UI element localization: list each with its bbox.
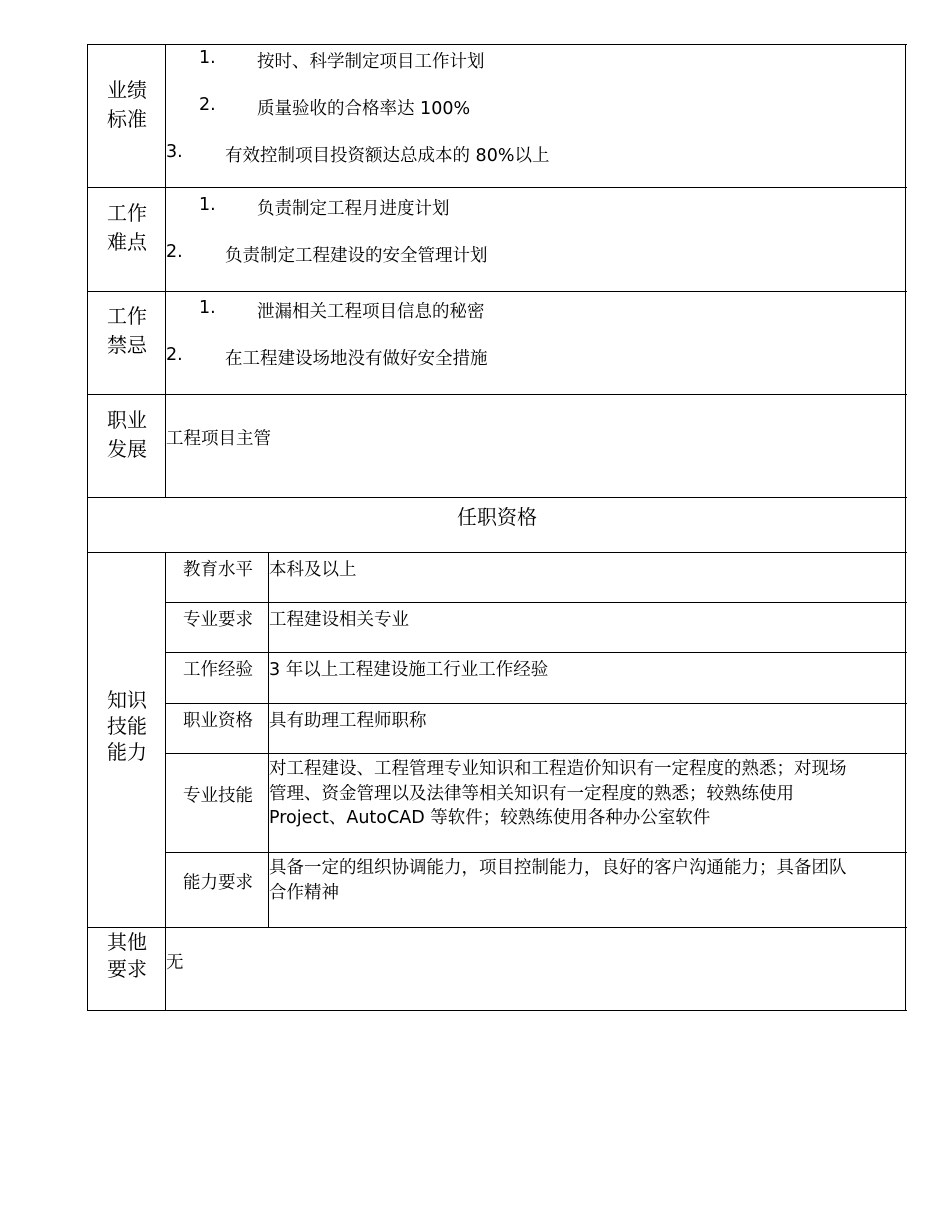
item-number: 2. (166, 345, 183, 365)
subtable-label: 专业技能 (183, 786, 253, 806)
list-item: 有效控制项目投资额达总成本的 80%以上 (225, 146, 550, 166)
table-top-border (87, 44, 907, 45)
list-item: 在工程建设场地没有做好安全措施 (225, 349, 488, 369)
row-divider (87, 291, 907, 292)
subtable-row-divider (165, 703, 907, 704)
item-number: 2. (166, 242, 183, 262)
list-item: 负责制定工程月进度计划 (257, 199, 450, 219)
career-path-text: 工程项目主管 (166, 429, 271, 449)
row-divider (87, 927, 907, 928)
value-line: 合作精神 (269, 882, 339, 903)
row-divider (87, 394, 907, 395)
subtable-value (269, 757, 899, 831)
row-divider (87, 497, 907, 498)
subtable-label: 工作经验 (183, 660, 253, 680)
subtable-value: 具有助理工程师职称 (269, 711, 427, 731)
row-divider (87, 552, 907, 553)
table-bottom-border (87, 1010, 907, 1011)
other-requirements-text: 无 (166, 953, 184, 973)
value-line: 对工程建设、工程管理专业知识和工程造价知识有一定程度的熟悉；对现场 (269, 759, 847, 779)
label-line: 能力 (107, 740, 147, 764)
item-number: 1. (199, 298, 216, 318)
subtable-label: 专业要求 (183, 610, 253, 630)
label-line: 技能 (107, 714, 147, 738)
subtable-row-divider (165, 852, 907, 853)
item-number: 3. (166, 142, 183, 162)
section-label-performance (88, 76, 166, 134)
section-label-taboo (88, 302, 166, 360)
label-line: 禁忌 (107, 333, 147, 357)
subtable-value (269, 856, 899, 905)
list-item: 负责制定工程建设的安全管理计划 (225, 246, 488, 266)
subtable-label: 能力要求 (183, 873, 253, 893)
subtable-row-divider (165, 652, 907, 653)
section-label-career (88, 406, 166, 464)
label-line: 标准 (107, 107, 147, 131)
row-divider (87, 187, 907, 188)
item-number: 1. (199, 195, 216, 215)
label-line: 工作 (107, 201, 147, 225)
item-number: 2. (199, 95, 216, 115)
qualification-title: 任职资格 (457, 505, 537, 529)
subtable-value: 本科及以上 (269, 560, 357, 580)
label-line: 职业 (107, 408, 147, 432)
label-line: 知识 (107, 688, 147, 712)
value-line: 管理、资金管理以及法律等相关知识有一定程度的熟悉；较熟练使用 (269, 783, 794, 804)
label-line: 要求 (107, 957, 147, 981)
item-number: 1. (199, 48, 216, 68)
label-line: 业绩 (107, 78, 147, 102)
list-item: 质量验收的合格率达 100% (257, 99, 471, 119)
section-label-knowledge (88, 687, 166, 765)
label-line: 难点 (107, 230, 147, 254)
list-item: 泄漏相关工程项目信息的秘密 (257, 302, 485, 322)
subtable-label: 职业资格 (183, 711, 253, 731)
label-line: 工作 (107, 304, 147, 328)
subtable-value: 工程建设相关专业 (269, 610, 409, 630)
subtable-row-divider (165, 602, 907, 603)
list-item: 按时、科学制定项目工作计划 (257, 52, 485, 72)
label-line: 其他 (107, 930, 147, 954)
subtable-value: 3 年以上工程建设施工行业工作经验 (269, 660, 549, 680)
subtable-row-divider (165, 753, 907, 754)
value-line: 具备一定的组织协调能力，项目控制能力，良好的客户沟通能力；具备团队 (269, 858, 847, 878)
value-line: Project、AutoCAD 等软件；较熟练使用各种办公室软件 (269, 808, 711, 828)
label-line: 发展 (107, 437, 147, 461)
section-label-other (88, 929, 166, 983)
subtable-label: 教育水平 (183, 560, 253, 580)
section-label-difficulty (88, 199, 166, 257)
